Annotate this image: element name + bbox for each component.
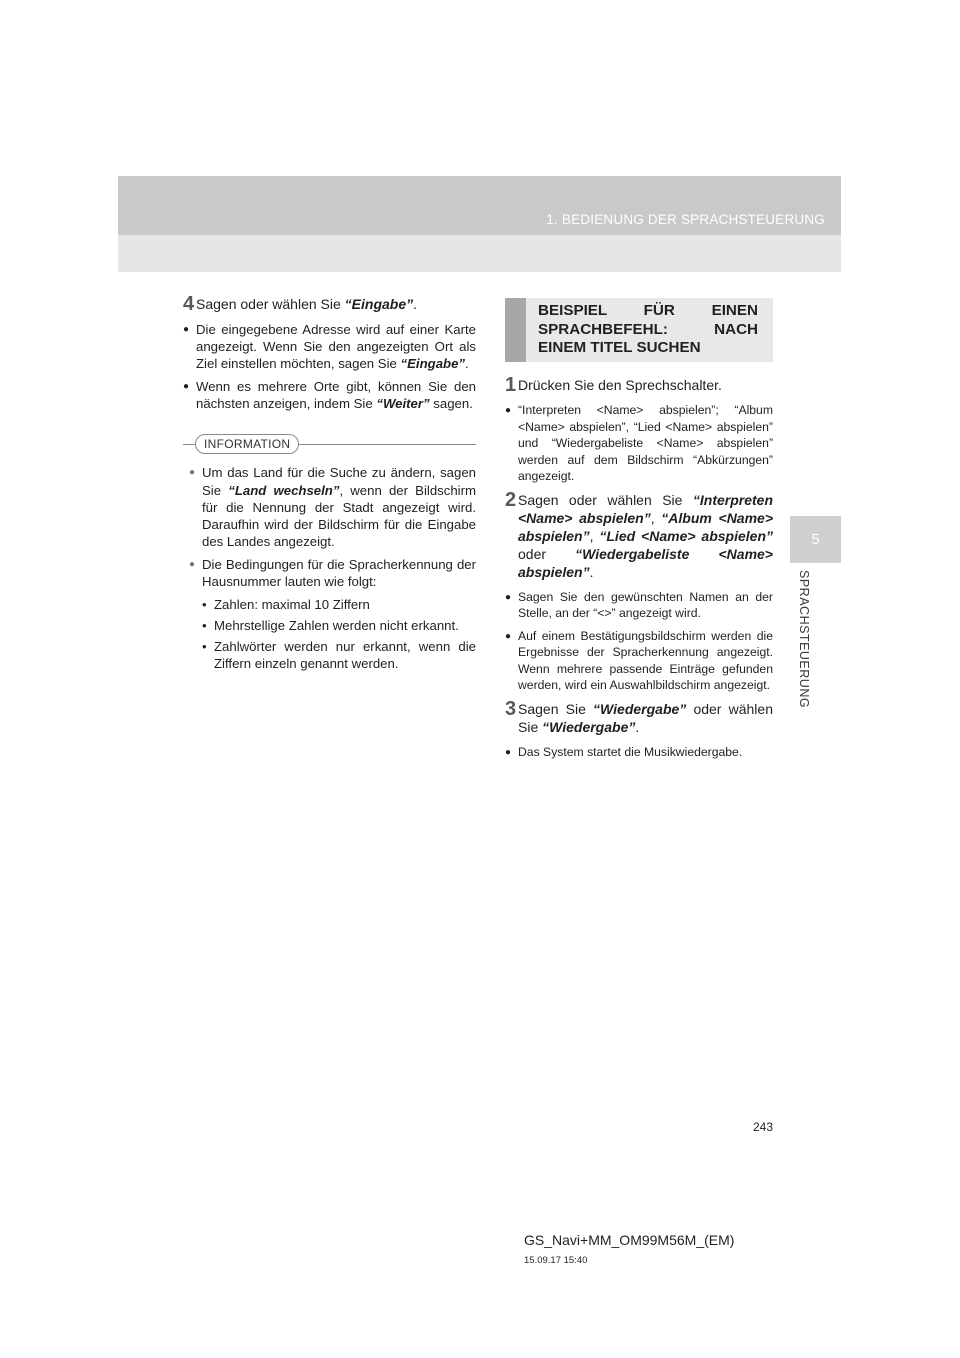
list-item: ● Sagen Sie den gewünschten Namen an der Stelle, an der “<>” angezeigt wird.: [505, 589, 773, 620]
sub-list-item: • Mehrstellige Zahlen werden nicht erkannt.: [202, 618, 459, 634]
page-number: 243: [753, 1120, 774, 1134]
bullet-icon: ●: [189, 558, 196, 570]
sub-list-item: • Zahlen: maximal 10 Ziffern: [202, 597, 370, 613]
sub-list-item: • Zahlwörter werden nur erkannt, wenn die Ziffern einzeln genannt werden.: [202, 639, 476, 672]
step-3: 3 Sagen Sie “Wiedergabe” oder wählen Sie “Wiedergabe”.: [505, 697, 773, 735]
bullet-icon: ●: [505, 591, 512, 603]
sub-bullet-icon: •: [202, 618, 207, 634]
voice-command: “Land wechseln”: [228, 482, 340, 498]
information-box: [183, 434, 476, 672]
information-label: INFORMATION: [195, 434, 299, 454]
header-band-lower: [118, 235, 841, 272]
bullet-icon: ●: [183, 381, 190, 393]
list-item: ● Das System startet die Musikwiedergabe.: [505, 744, 743, 759]
list-item: ● Die Bedingungen für die Spracherkennung der Hausnummer lauten wie folgt:: [189, 556, 476, 590]
heading-accent-bar: [505, 298, 526, 362]
voice-command: “Eingabe”: [344, 296, 414, 312]
print-date: 15.09.17 15:40: [524, 1255, 588, 1266]
document-code: GS_Navi+MM_OM99M56M_(EM): [524, 1232, 735, 1248]
step-2: 2 Sagen oder wählen Sie “Interpreten <Name> abspielen”, “Album <Name> abspielen”, “Lied <Name> abspielen” oder “Wiedergabeliste <Name> abspielen”.: [505, 488, 773, 580]
voice-command: “Wiedergabe”: [542, 718, 636, 735]
bullet-icon: ●: [183, 324, 190, 335]
step-number: 4: [183, 293, 195, 315]
voice-command: “Wiedergabeliste <Name> abspielen”: [518, 545, 773, 580]
bullet-icon: ●: [505, 405, 512, 416]
step-number: 2: [505, 488, 517, 511]
step-number: 3: [505, 697, 517, 720]
example-heading: BEISPIEL FÜR EINEN SPRACHBEFEHL: NACH EINEM TITEL SUCHEN: [538, 302, 758, 356]
list-item: ● Um das Land für die Suche zu ändern, sagen Sie “Land wechseln”, wenn der Bildschirm für die Nennung der Stadt angezeigt wird. Daraufhin wird der Bildschirm für die Eingabe des Landes angezeigt.: [189, 465, 476, 549]
header-title: 1. BEDIENUNG DER SPRACHSTEUERUNG: [546, 212, 825, 227]
example-heading-box: [505, 298, 773, 362]
list-item: ● Wenn es mehrere Orte gibt, können Sie den nächsten anzeigen, indem Sie “Weiter” sagen.: [183, 379, 476, 412]
bullet-icon: ●: [505, 746, 512, 758]
header-band: [118, 176, 841, 235]
bullet-icon: ●: [505, 630, 512, 642]
chapter-number-tab: 5: [790, 516, 841, 563]
voice-command: “Eingabe”: [400, 356, 466, 372]
list-item: ● Auf einem Bestätigungsbildschirm werden die Ergebnisse der Spracherkennung angezeigt. Wenn mehrere passende Einträge gefunden werden, wird ein Auswahlbildschirm angezeigt.: [505, 628, 773, 692]
step-4: 4 Sagen oder wählen Sie “Eingabe”.: [183, 293, 418, 315]
right-column: [505, 298, 773, 767]
sub-bullet-icon: •: [202, 639, 207, 655]
left-column: [183, 295, 476, 677]
voice-command: “Wiedergabe”: [593, 700, 687, 717]
sub-bullet-icon: •: [202, 597, 207, 613]
step-number: 1: [505, 374, 517, 396]
voice-command: “Lied <Name> abspielen”: [599, 527, 773, 544]
voice-command: “Weiter”: [376, 396, 430, 412]
chapter-label: SPRACHSTEUERUNG: [797, 570, 811, 709]
list-item: ● “Interpreten <Name> abspielen”; “Album <Name> abspielen”, “Lied <Name> abspielen” und “Wiedergabeliste <Name> abspielen” werden auf dem Bildschirm “Abkürzungen” angezeigt.: [505, 403, 773, 483]
step-1: 1 Drücken Sie den Sprechschalter.: [505, 374, 722, 396]
voice-command: “Interpreten <Name> abspielen”: [518, 491, 773, 526]
bullet-icon: ●: [189, 467, 196, 479]
voice-command: “Album <Name> abspielen”: [518, 509, 773, 544]
list-item: ● Die eingegebene Adresse wird auf einer Karte angezeigt. Wenn Sie den angezeigten Ort als Ziel einstellen möchten, sagen Sie “Eingabe”.: [183, 322, 476, 372]
